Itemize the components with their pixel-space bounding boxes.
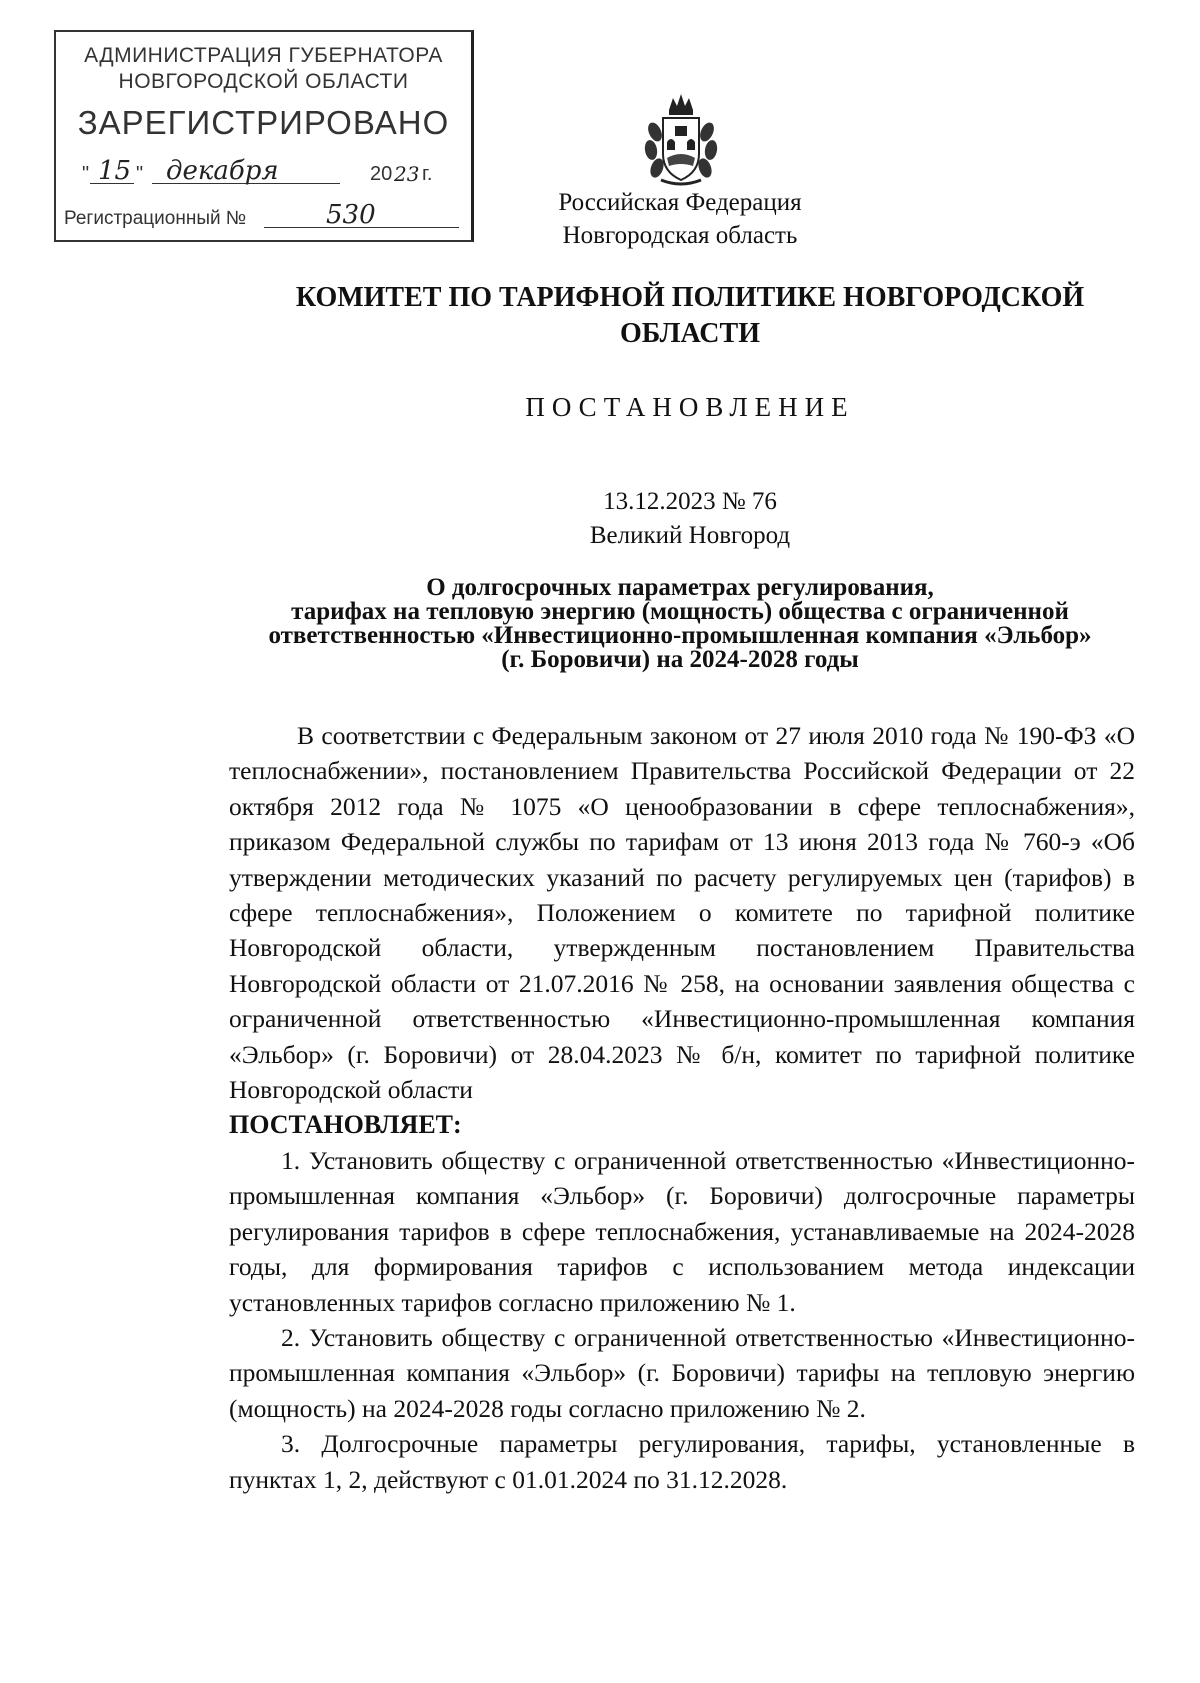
document-type: ПОСТАНОВЛЕНИЕ: [525, 392, 855, 422]
stamp-org-line1: АДМИНИСТРАЦИЯ ГУБЕРНАТОРА: [84, 44, 443, 67]
region-name: Новгородская область: [562, 222, 798, 249]
item-3-paragraph: 3. Долгосрочные параметры регулирования, тарифы, установленные в пунктах 1, 2, действуют с 01.01.2024 по 31.12.2028.: [229, 1429, 1135, 1494]
document-body: [229, 718, 1135, 1497]
committee-heading: [260, 280, 1120, 352]
stamp-day: 15: [98, 156, 132, 186]
item-2-paragraph: 2. Установить обществу с ограниченной ответственностью «Инвестиционно-промышленная компания «Эльбор» (г. Боровичи) тарифы на тепловую энергию (мощность) на 2024-2028 годы согласно приложению № 2.: [229, 1322, 1135, 1423]
document-title: [200, 576, 1160, 672]
stamp-reg-number: 530: [326, 200, 376, 230]
document-title-line2: тарифах на тепловую энергию (мощность) общества с ограниченной: [291, 598, 1069, 625]
stamp-date-row: [82, 152, 461, 192]
registration-stamp: [54, 30, 474, 242]
resolves-heading: ПОСТАНОВЛЯЕТ:: [229, 1110, 462, 1140]
stamp-org-line2: НОВГОРОДСКОЙ ОБЛАСТИ: [118, 70, 409, 93]
document-title-line1: О долгосрочных параметрах регулирования,: [426, 574, 934, 601]
stamp-reg-label: Регистрационный №: [64, 208, 247, 229]
stamp-registered: ЗАРЕГИСТРИРОВАНО: [77, 104, 450, 141]
document-city: Великий Новгород: [589, 522, 791, 549]
committee-heading-line1: КОМИТЕТ ПО ТАРИФНОЙ ПОЛИТИКЕ НОВГОРОДСКОЙ: [295, 282, 1085, 313]
preamble-paragraph: В соответствии с Федеральным законом от 27 июля 2010 года № 190-ФЗ «О теплоснабжении», постановлением Правительства Российской Федерации от 22 октября 2012 года № 1075 «О ценообразовании в сфере теплоснабжения», приказом Федеральной службы по тарифам от 13 июня 2013 года № 760-э «Об утверждении методических указаний по расчету регулируемых цен (тарифов) в сфере теплоснабжения», Положением о комитете по тарифной политике Новгородской области, утвержденным постановлением Правительства Новгородской области от 21.07.2016 № 258, на основании заявления общества с ограниченной ответственностью «Инвестиционно-промышленная компания «Эльбор» (г. Боровичи) от 28.04.2023 № б/н, комитет по тарифной политике Новгородской области: [229, 721, 1135, 1105]
novgorod-coat-of-arms-icon: [643, 92, 719, 188]
item-1-paragraph: 1. Установить обществу с ограниченной ответственностью «Инвестиционно-промышленная компания «Эльбор» (г. Боровичи) долгосрочные параметры регулирования тарифов в сфере теплоснабжения, устанавливаемые на 2024-2028 годы, для формирования тарифов с использованием метода индексации установленных тарифов согласно приложению № 1.: [229, 1145, 1135, 1317]
stamp-quote-close: ": [136, 163, 144, 185]
document-date-number: 13.12.2023 № 76: [603, 488, 777, 515]
stamp-month: декабря: [166, 156, 279, 186]
stamp-regnum-row: [64, 202, 461, 236]
document-title-line4: (г. Боровичи) на 2024-2028 годы: [501, 646, 859, 673]
document-title-line3: ответственностью «Инвестиционно-промышленная компания «Эльбор»: [268, 622, 1092, 649]
committee-heading-line2: ОБЛАСТИ: [620, 318, 760, 349]
stamp-quote-open: ": [82, 163, 90, 185]
stamp-year-suffix: 23: [394, 162, 420, 186]
country-name: Российская Федерация: [558, 189, 802, 216]
stamp-year-unit: г.: [422, 163, 433, 185]
stamp-year-prefix: 20: [370, 163, 393, 185]
